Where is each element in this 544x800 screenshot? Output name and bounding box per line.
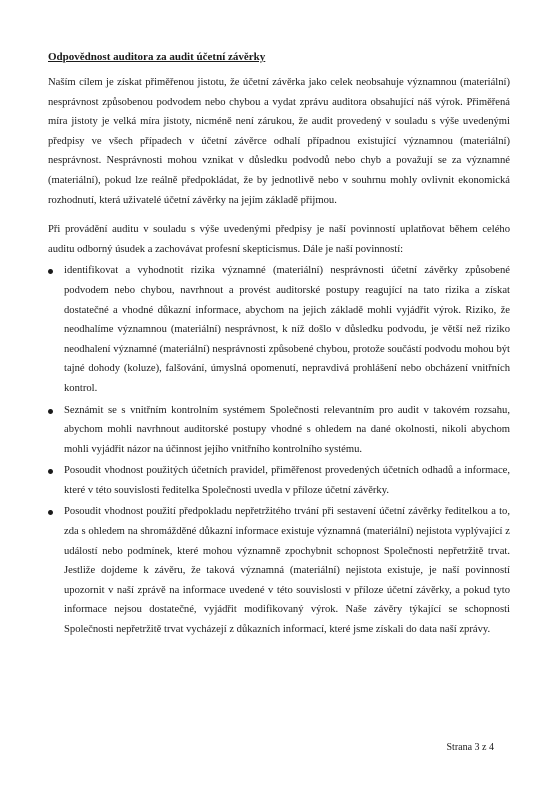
list-item-text: Posoudit vhodnost použitých účetních pravidel, přiměřenost provedených účetních odhadů a informace, které v této souvislosti ředitelka Společnosti uvedla v příloze účetní závěrky. [64,465,510,496]
list-item-text: Posoudit vhodnost použití předpokladu nepřetržitého trvání při sestavení účetní závěrky ředitelkou a to, zda s ohledem na shromážděné důkazní informace existuje významná (materiální) nejistota vyplývající z událostí nebo podmínek, které mohou významně zpochybnit schopnost Společnosti nepřetržitě trvat. Jestliže dojdeme k závěru, že taková významná (materiální) nejistota existuje, je naší povinností upozornit v naší zprávě na informace uvedené v této souvislosti v příloze účetní závěrky, a pokud tyto informace nejsou dostatečné, vyjádřit modifikovaný výrok. Naše závěry týkající se schopnosti Společnosti nepřetržitě trvat vycházejí z důkazních informací, které jsme získali do data naší zprávy. [64,506,510,636]
section-heading: Odpovědnost auditora za audit účetní závěrky [48,51,266,63]
list-item [48,401,510,460]
bullet-icon [48,269,53,274]
bullet-icon [48,469,53,474]
list-item [48,261,510,398]
paragraph-auditor-goal: Naším cílem je získat přiměřenou jistotu, že účetní závěrka jako celek neobsahuje významnou (materiální) nesprávnost způsobenou podvodem nebo chybou a vydat zprávu auditora obsahující náš výrok. Přiměřená míra jistoty je velká míra jistoty, nicméně není zárukou, že audit provedený v souladu s výše uvedenými předpisy ve všech případech v účetní závěrce odhalí případnou existující významnou (materiální) nesprávnost. Nesprávnosti mohou vznikat v důsledku podvodů nebo chyb a považují se za významné (materiální), pokud lze reálně předpokládat, že by jednotlivě nebo v souhrnu mohly ovlivnit ekonomická rozhodnutí, která uživatelé účetní závěrky na jejím základě přijmou. [48,77,510,206]
duties-list [48,261,510,639]
bullet-icon [48,510,53,515]
list-item-text: identifikovat a vyhodnotit rizika významné (materiální) nesprávnosti účetní závěrky způsobené podvodem nebo chybou, navrhnout a provést auditorské postupy reagující na tato rizika a získat dostatečné a vhodné důkazní informace, abychom na jejich základě mohli vyjádřit výrok. Riziko, že neodhalíme významnou (materiální) nesprávnost, k níž došlo v důsledku podvodu, je větší než riziko neodhalení významné (materiální) nesprávnosti způsobené chybou, protože součástí podvodu mohou být tajné dohody (koluze), falšování, úmyslná opomenutí, nepravdivá prohlášení nebo obcházení vnitřních kontrol. [64,265,510,394]
bullet-icon [48,409,53,414]
list-item [48,461,510,500]
document-body [48,49,510,642]
list-item [48,502,510,639]
page-number: Strana 3 z 4 [446,742,494,753]
list-item-text: Seznámit se s vnitřním kontrolním systémem Společnosti relevantním pro audit v takovém rozsahu, abychom mohli navrhnout auditorské postupy vhodné s ohledem na dané okolnosti, nikoli abychom mohli vyjádřit názor na účinnost jejího vnitřního kontrolního systému. [64,404,510,455]
paragraph-auditor-duties: Při provádění auditu v souladu s výše uvedenými předpisy je naší povinností uplatňovat během celého auditu odborný úsudek a zachovávat profesní skepticismus. Dále je naší povinností: [48,224,510,255]
